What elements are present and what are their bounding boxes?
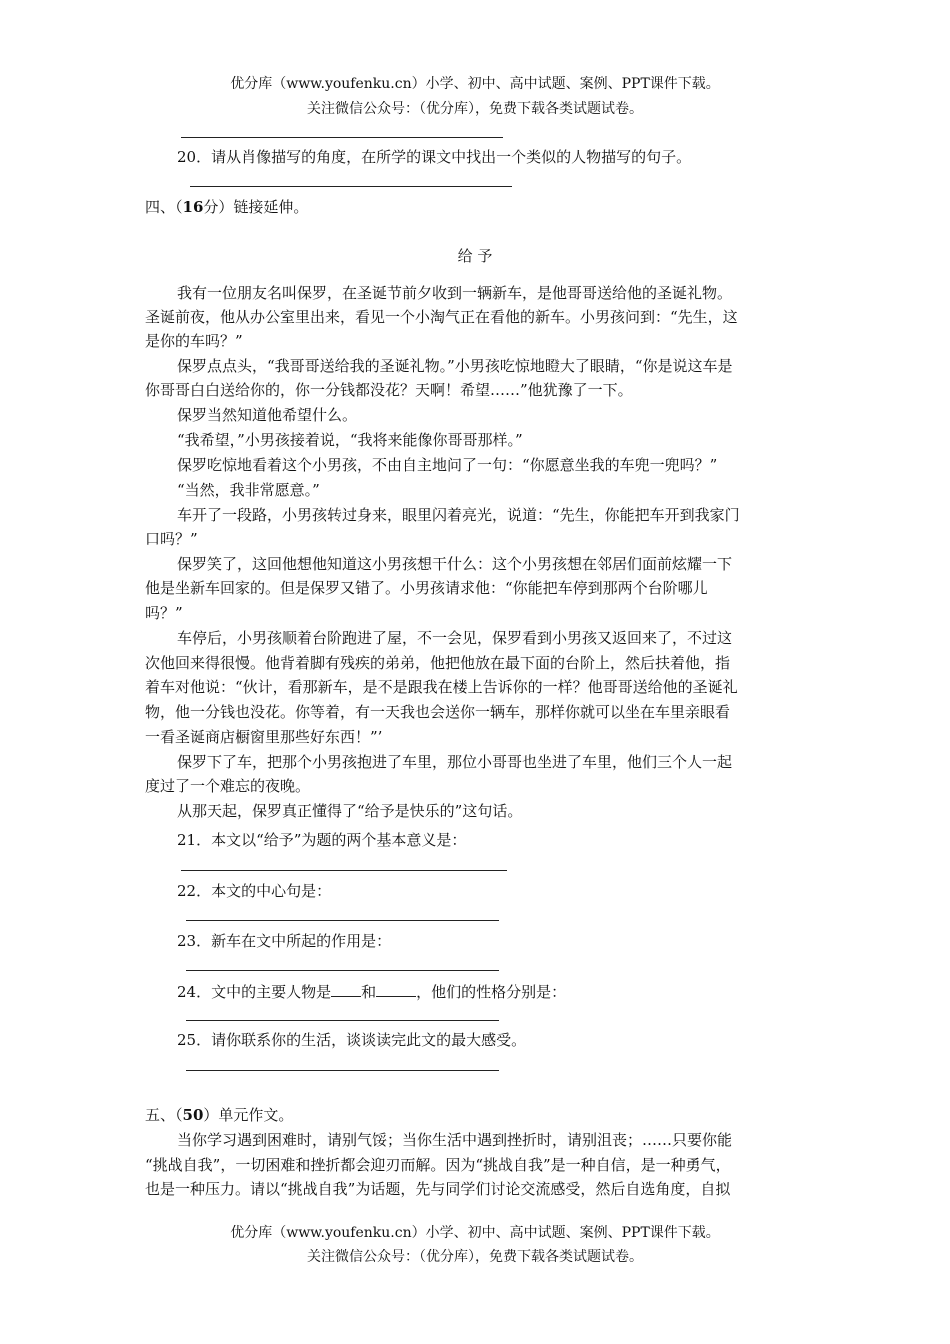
- article-line: 着车对他说：“伙计，看那新车，是不是跟我在楼上告诉你的一样？他哥哥送给他的圣诞礼: [145, 678, 738, 696]
- essay-prompt-line: 当你学习遇到困难时，请别气馁；当你生活中遇到挫折时，请别沮丧；……只要你能: [177, 1131, 733, 1149]
- question-22: 22．本文的中心句是：: [177, 882, 332, 900]
- answer-blank-q25: [186, 1070, 499, 1071]
- answer-blank-q24: [186, 1020, 499, 1021]
- article-line: “当然，我非常愿意。”: [177, 481, 320, 499]
- article-line: 车开了一段路，小男孩转过身来，眼里闪着亮光，说道：“先生，你能把车开到我家门: [177, 506, 740, 524]
- article-line: 物，他一分钱也没花。你等着，有一天我也会送你一辆车，那样你就可以坐在车里亲眼看: [145, 703, 731, 721]
- answer-blank-q21: [181, 870, 507, 871]
- answer-blank-q19: [181, 137, 503, 138]
- article-line: 我有一位朋友名叫保罗，在圣诞节前夕收到一辆新车，是他哥哥送给他的圣诞礼物。: [177, 284, 733, 302]
- article-line: 吗？”: [145, 604, 183, 622]
- article-line: “我希望，”小男孩接着说，“我将来能像你哥哥那样。”: [177, 431, 523, 449]
- article-line: 保罗点点头，“我哥哥送给我的圣诞礼物。”小男孩吃惊地瞪大了眼睛，“你是说这车是: [177, 357, 733, 375]
- answer-blank-q20: [190, 186, 512, 187]
- article-line: 保罗下了车，把那个小男孩抱进了车里，那位小哥哥也坐进了车里，他们三个人一起: [177, 753, 733, 771]
- answer-blank-q24-person2: [376, 980, 416, 997]
- essay-prompt-line: 也是一种压力。请以“挑战自我”为话题，先与同学们讨论交流感受，然后自选角度，自拟: [145, 1180, 731, 1198]
- article-line: 保罗笑了，这回他想他知道这小男孩想干什么：这个小男孩想在邻居们面前炫耀一下: [177, 555, 733, 573]
- answer-blank-q23: [186, 970, 499, 971]
- article-line: 你哥哥白白送给你的，你一分钱都没花？天啊！希望……”他犹豫了一下。: [145, 381, 633, 399]
- article-line: 度过了一个难忘的夜晚。: [145, 777, 311, 795]
- footer-line-1: 优分库（www.youfenku.cn）小学、初中、高中试题、案例、PPT课件下载。: [230, 1225, 720, 1241]
- article-line: 保罗当然知道他希望什么。: [177, 406, 358, 424]
- question-20: 20．请从肖像描写的角度，在所学的课文中找出一个类似的人物描写的句子。: [177, 148, 692, 166]
- article-line: 次他回来得很慢。他背着脚有残疾的弟弟，他把他放在最下面的台阶上，然后扶着他，指: [145, 654, 731, 672]
- article-line: 保罗吃惊地看着这个小男孩，不由自主地问了一句：“你愿意坐我的车兜一兜吗？”: [177, 456, 718, 474]
- header-line-2: 关注微信公众号：（优分库），免费下载各类试题试卷。: [307, 101, 643, 117]
- question-23: 23．新车在文中所起的作用是：: [177, 932, 392, 950]
- footer-line-2: 关注微信公众号：（优分库），免费下载各类试题试卷。: [307, 1249, 643, 1265]
- article-line: 一看圣诞商店橱窗里那些好东西！”’: [145, 728, 383, 746]
- question-24: 24．文中的主要人物是 和 ，他们的性格分别是：: [177, 980, 810, 1004]
- article-title: 给 予: [457, 247, 493, 265]
- answer-blank-q22: [186, 920, 499, 921]
- question-25: 25．请你联系你的生活，谈谈读完此文的最大感受。: [177, 1031, 527, 1049]
- article-line: 口吗？”: [145, 530, 198, 548]
- section-4-heading: 四、（16分）链接延伸。: [145, 198, 309, 216]
- header-line-1: 优分库（www.youfenku.cn）小学、初中、高中试题、案例、PPT课件下载。: [230, 76, 720, 92]
- article-line: 车停后，小男孩顺着台阶跑进了屋，不一会见，保罗看到小男孩又返回来了，不过这: [177, 629, 733, 647]
- article-line: 圣诞前夜，他从办公室里出来，看见一个小淘气正在看他的新车。小男孩问到：“先生，这: [145, 308, 738, 326]
- answer-blank-q24-person1: [331, 980, 361, 997]
- question-21: 21．本文以“给予”为题的两个基本意义是：: [177, 831, 467, 849]
- section-5-heading: 五、（50）单元作文。: [145, 1106, 294, 1124]
- article-line: 他是坐新车回家的。但是保罗又错了。小男孩请求他：“你能把车停到那两个台阶哪儿: [145, 579, 708, 597]
- essay-prompt-line: “挑战自我”，一切困难和挫折都会迎刃而解。因为“挑战自我”是一种自信，是一种勇气，: [145, 1156, 731, 1174]
- article-line: 从那天起，保罗真正懂得了“给予是快乐的”这句话。: [177, 802, 523, 820]
- article-line: 是你的车吗？”: [145, 332, 243, 350]
